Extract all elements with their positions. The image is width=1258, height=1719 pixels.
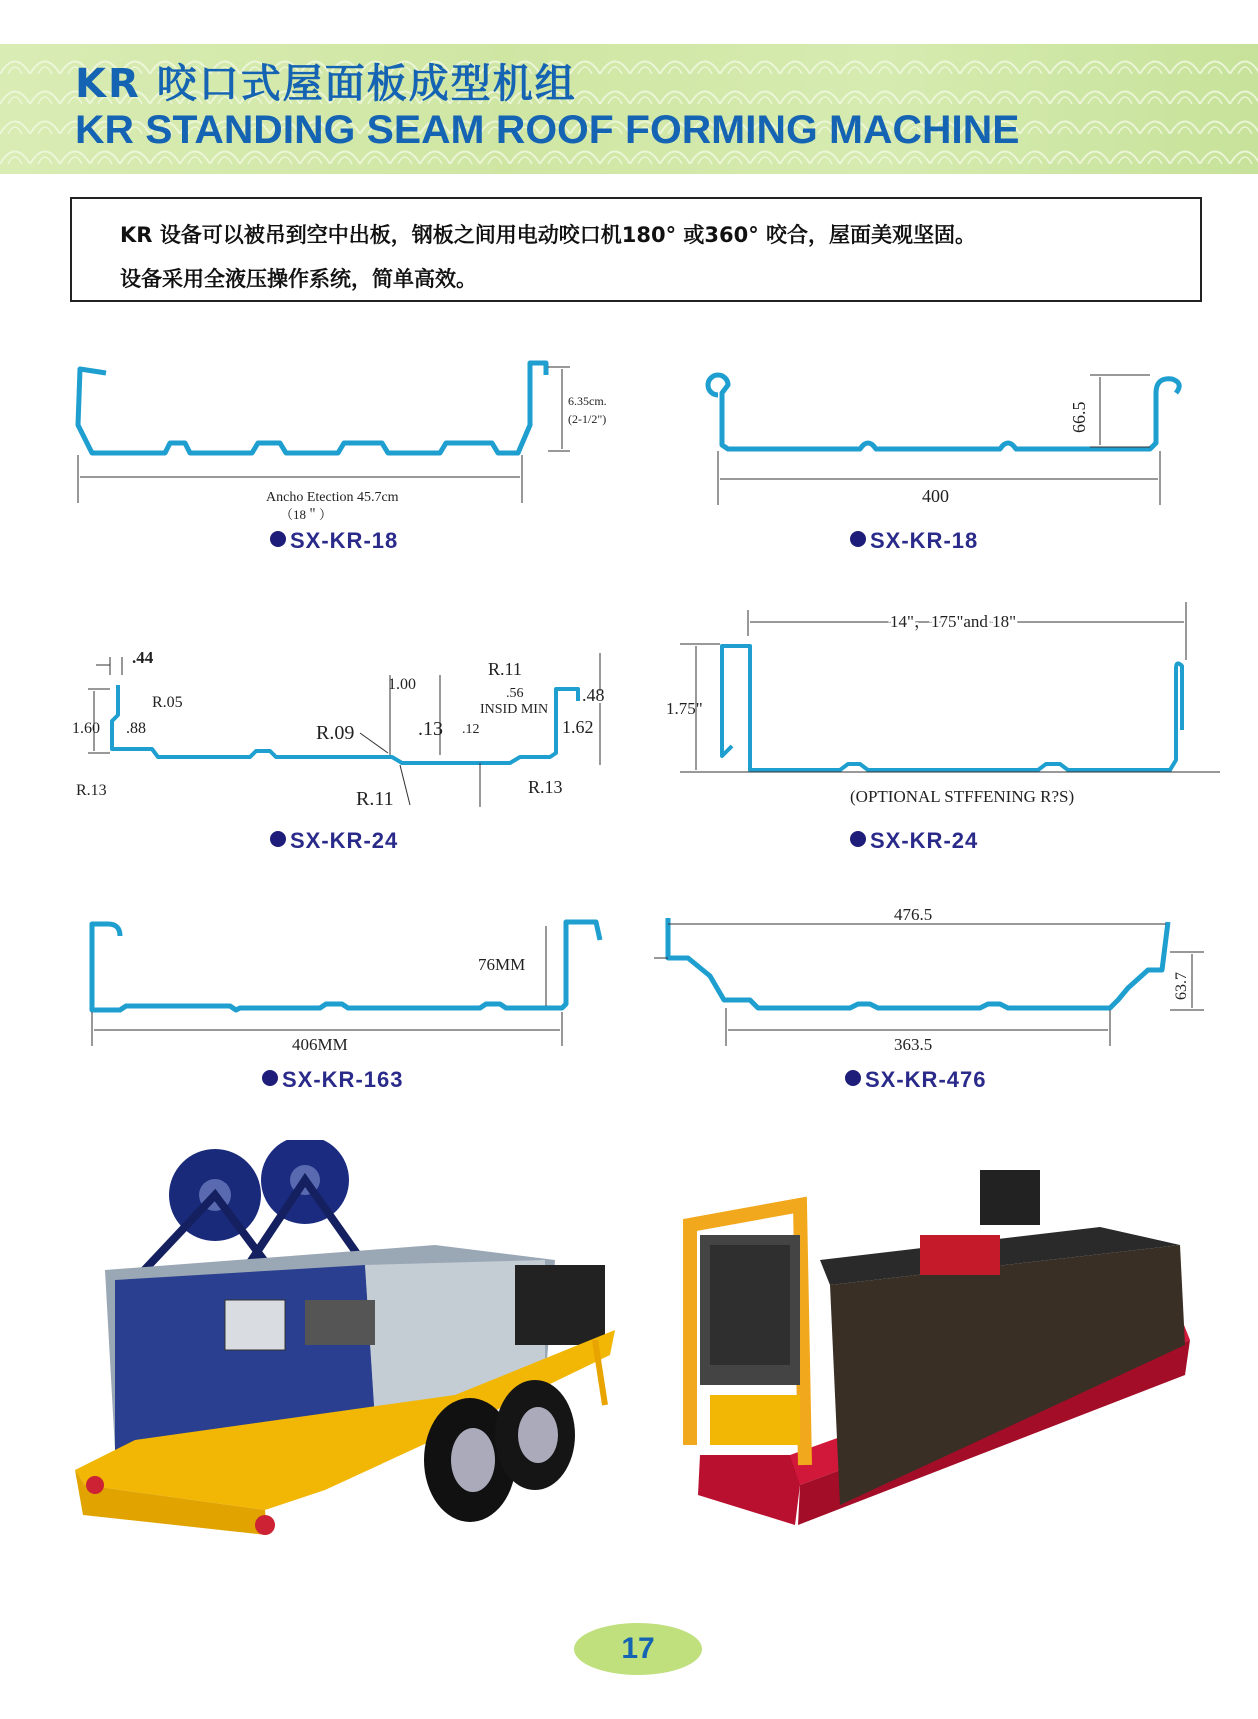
page-title-english: KR STANDING SEAM ROOF FORMING MACHINE [75, 108, 1020, 152]
dim-width: 14"，175"and 18" [890, 612, 1017, 631]
dim-d7: 1.00 [388, 676, 416, 693]
dim-d4: .88 [126, 720, 146, 737]
bullet-icon [270, 831, 286, 847]
dim-d1: .44 [132, 648, 154, 667]
hydraulic-machine-photo [680, 1165, 1200, 1545]
profile-diagram-kr476 [650, 900, 1220, 1050]
dim-d13: INSID MIN [480, 702, 549, 717]
profile-diagram-kr18-b [700, 365, 1200, 515]
dim-height: 6.35cm. [568, 394, 607, 408]
dim-d6: R.09 [316, 722, 355, 744]
dim-d15: 1.62 [562, 717, 594, 737]
dim-bottom: 363.5 [894, 1035, 933, 1050]
dim-d8: .13 [418, 718, 443, 740]
dim-d2: R.05 [152, 694, 183, 711]
page-number: 17 [574, 1623, 702, 1675]
dim-d12: .56 [506, 686, 524, 701]
dim-width: 406MM [292, 1035, 348, 1050]
profile-label-kr24-b: SX-KR-24 [850, 828, 978, 854]
dim-d3: 1.60 [72, 720, 100, 737]
dim-d10: R.11 [356, 788, 394, 810]
bullet-icon [850, 831, 866, 847]
dim-height: 63.7 [1173, 972, 1190, 1000]
profile-outline [668, 918, 1168, 1008]
dim-height: 1.75" [666, 699, 703, 718]
dim-d11: R.11 [488, 659, 522, 679]
profile-label-kr163: SX-KR-163 [262, 1067, 403, 1093]
dim-height: 76MM [478, 955, 526, 974]
profile-diagram-kr24-a [70, 645, 630, 815]
profile-outline [722, 646, 1182, 770]
dim-width: Ancho Etection 45.7cm [266, 490, 399, 505]
coil-reel-icon [169, 1140, 349, 1241]
profile-diagram-kr24-b [660, 600, 1220, 815]
dim-width-in: （18＂） [280, 507, 333, 522]
profile-diagram-kr18-a [70, 355, 630, 525]
bullet-icon [262, 1070, 278, 1086]
dim-top: 476.5 [894, 905, 933, 924]
header-banner [0, 44, 1258, 174]
dim-d16: R.13 [528, 777, 563, 797]
dim-d14: .48 [582, 685, 605, 705]
dim-d9: .12 [462, 722, 480, 737]
trailer-machine-photo [75, 1140, 675, 1540]
profile-label-kr24-a: SX-KR-24 [270, 828, 398, 854]
profile-outline [708, 375, 1179, 449]
intro-line-1: KR 设备可以被吊到空中出板，钢板之间用电动咬口机180° 或360° 咬合，屋面美观坚固。 [120, 223, 977, 247]
bullet-icon [845, 1070, 861, 1086]
profile-outline [78, 363, 546, 453]
profile-label-kr18-b: SX-KR-18 [850, 528, 978, 554]
page-title-chinese: KR 咬口式屋面板成型机组 [75, 61, 577, 107]
dim-height: 66.5 [1069, 401, 1089, 433]
dim-note: (OPTIONAL STFFENING R?S) [850, 787, 1075, 806]
bullet-icon [270, 531, 286, 547]
intro-line-2: 设备采用全液压操作系统，简单高效。 [120, 267, 477, 291]
profile-label-kr476: SX-KR-476 [845, 1067, 986, 1093]
dim-height-in: (2-1/2") [568, 412, 607, 426]
bullet-icon [850, 531, 866, 547]
profile-label-kr18-a: SX-KR-18 [270, 528, 398, 554]
profile-diagram-kr163 [80, 910, 620, 1050]
intro-text-box [70, 197, 1202, 302]
dim-width: 400 [922, 486, 949, 506]
dim-d5: R.13 [76, 782, 107, 799]
